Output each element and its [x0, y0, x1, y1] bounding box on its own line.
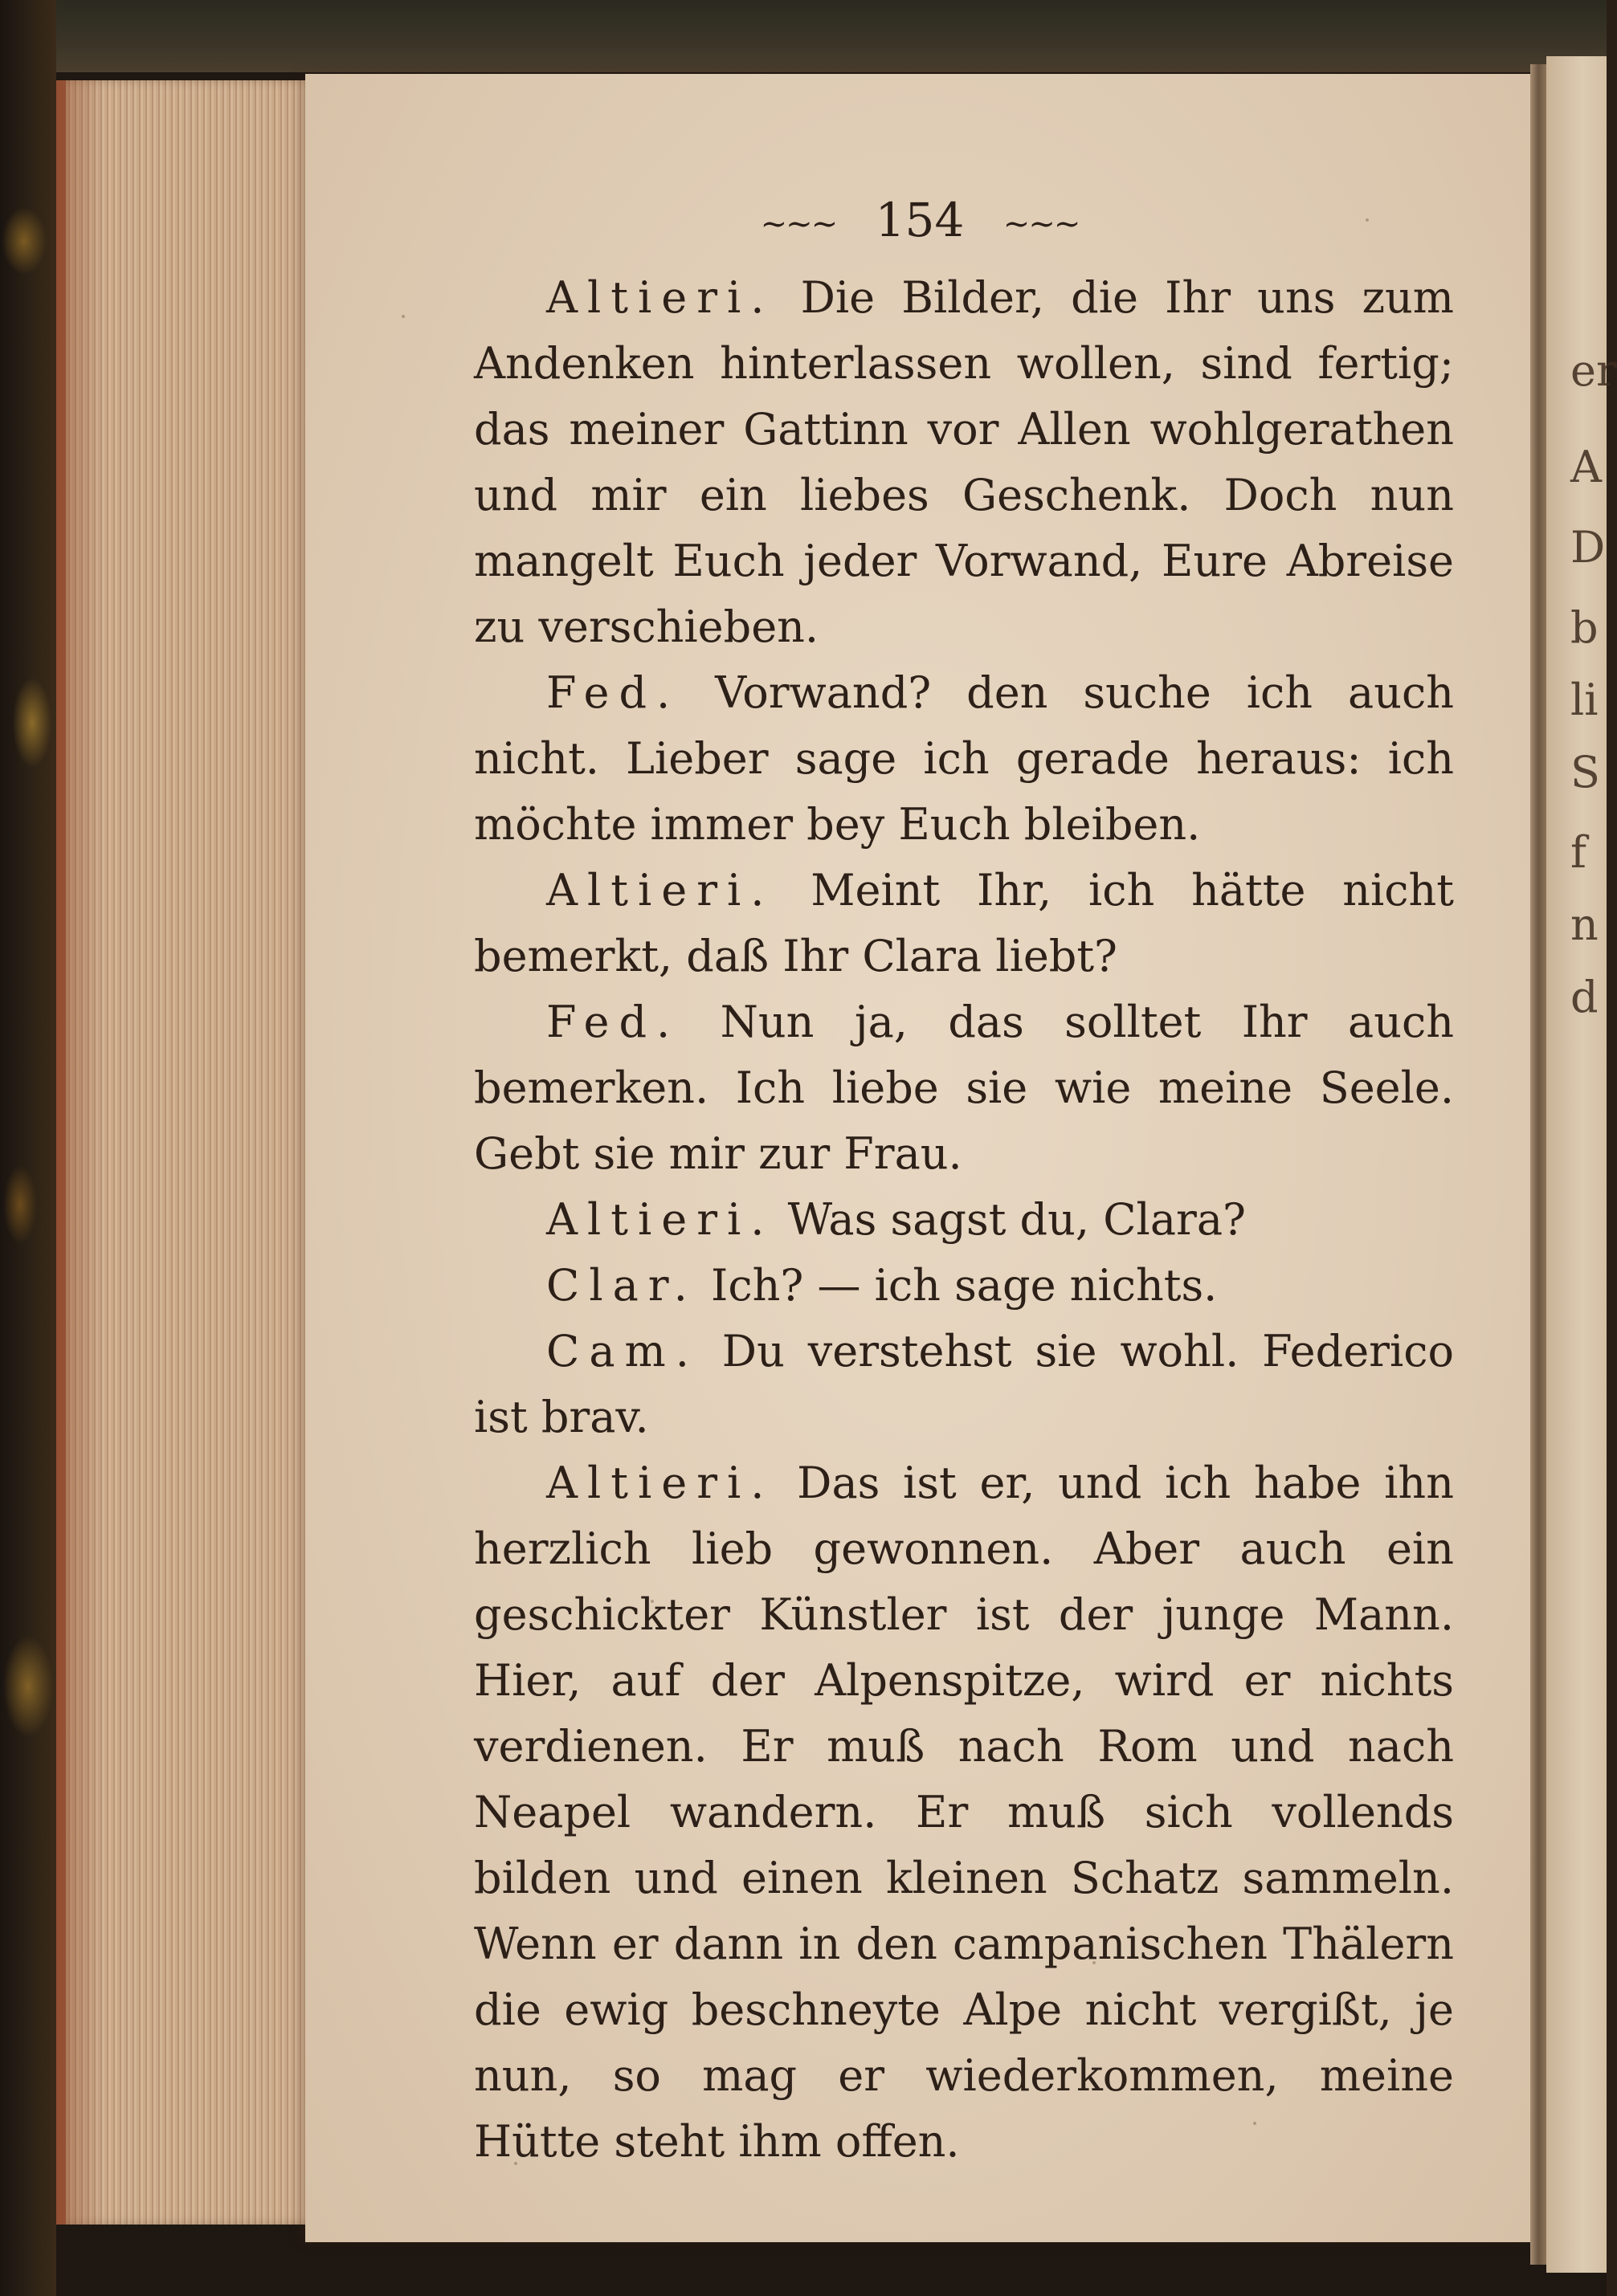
book-cover-top: [0, 0, 1607, 72]
page-number: 154: [875, 193, 965, 247]
book-gutter: [1530, 64, 1546, 2265]
speaker-name: Clar.: [546, 1260, 697, 1311]
dialogue-text: Das ist er, und ich habe ihn herzlich lieb gewonnen. Aber auch ein geschickter Künstler ist der junge Mann. Hier, auf der Alpenspitze, wird er nichts verdienen. Er muß nach Rom und nach Neapel wandern. Er muß sich vollends bilden und einen kleinen Schatz sammeln. Wenn er dann in den campanischen Thälern die ewig beschneyte Alpe nicht vergißt, je nun, so mag er wiederkommen, meine Hütte steht ihm offen.: [474, 1458, 1454, 2167]
page-text: [474, 265, 1454, 2175]
dialogue-paragraph: [474, 1187, 1454, 1253]
dialogue-text: Du verstehst sie wohl. Federico ist brav.: [474, 1326, 1454, 1442]
page-number-line: [305, 193, 1534, 247]
facing-page-fragment: d: [1570, 972, 1599, 1022]
dialogue-text: Ich? — ich sage nichts.: [711, 1260, 1218, 1311]
dialogue-text: Was sagst du, Clara?: [787, 1194, 1246, 1245]
dialogue-paragraph: [474, 1450, 1454, 2175]
facing-page-fragment: li: [1570, 675, 1599, 725]
dialogue-text: Die Bilder, die Ihr uns zum Andenken hinterlassen wollen, sind fertig; das meiner Gattinn vor Allen wohlgerathen und mir ein liebes Geschenk. Doch nun mangelt Euch jeder Vorwand, Eure Abreise zu verschieben.: [474, 272, 1454, 652]
facing-page-fragment: er: [1570, 345, 1617, 396]
facing-page-fragment: D: [1570, 522, 1606, 573]
dialogue-paragraph: [474, 1253, 1454, 1319]
dialogue-paragraph: [474, 660, 1454, 858]
speaker-name: Fed.: [546, 997, 680, 1047]
facing-page-fragment: S: [1570, 747, 1600, 797]
dialogue-text: Nun ja, das solltet Ihr auch bemerken. Ich liebe sie wie meine Seele. Gebt sie mir zur Frau.: [474, 997, 1455, 1179]
ornament-right: ~~~: [1002, 205, 1080, 243]
facing-page-fragment: b: [1570, 602, 1599, 653]
speaker-name: Altieri.: [546, 1194, 774, 1245]
dialogue-text: Vorwand? den suche ich auch nicht. Lieber sage ich gerade heraus: ich möchte immer bey Euch bleiben.: [474, 667, 1455, 850]
paper-speck: [402, 315, 405, 318]
speaker-name: Altieri.: [546, 865, 774, 916]
facing-page-fragment: n: [1570, 899, 1599, 950]
dialogue-text: Meint Ihr, ich hätte nicht bemerkt, daß Ihr Clara liebt?: [474, 865, 1454, 981]
dialogue-paragraph: [474, 1319, 1454, 1450]
dialogue-paragraph: [474, 858, 1454, 989]
dialogue-paragraph: [474, 265, 1454, 660]
facing-page-fragment: A: [1570, 442, 1602, 492]
dialogue-paragraph: [474, 989, 1454, 1187]
marbled-cover: [0, 0, 56, 2296]
ornament-left: ~~~: [760, 205, 837, 243]
speaker-name: Altieri.: [546, 1458, 774, 1508]
facing-page-fragment: f: [1570, 827, 1586, 878]
speaker-name: Cam.: [546, 1326, 699, 1376]
speaker-name: Altieri.: [546, 272, 774, 323]
facing-page-edge: [1546, 56, 1617, 2273]
page-edge-shade: [56, 80, 104, 2225]
speaker-name: Fed.: [546, 667, 680, 718]
